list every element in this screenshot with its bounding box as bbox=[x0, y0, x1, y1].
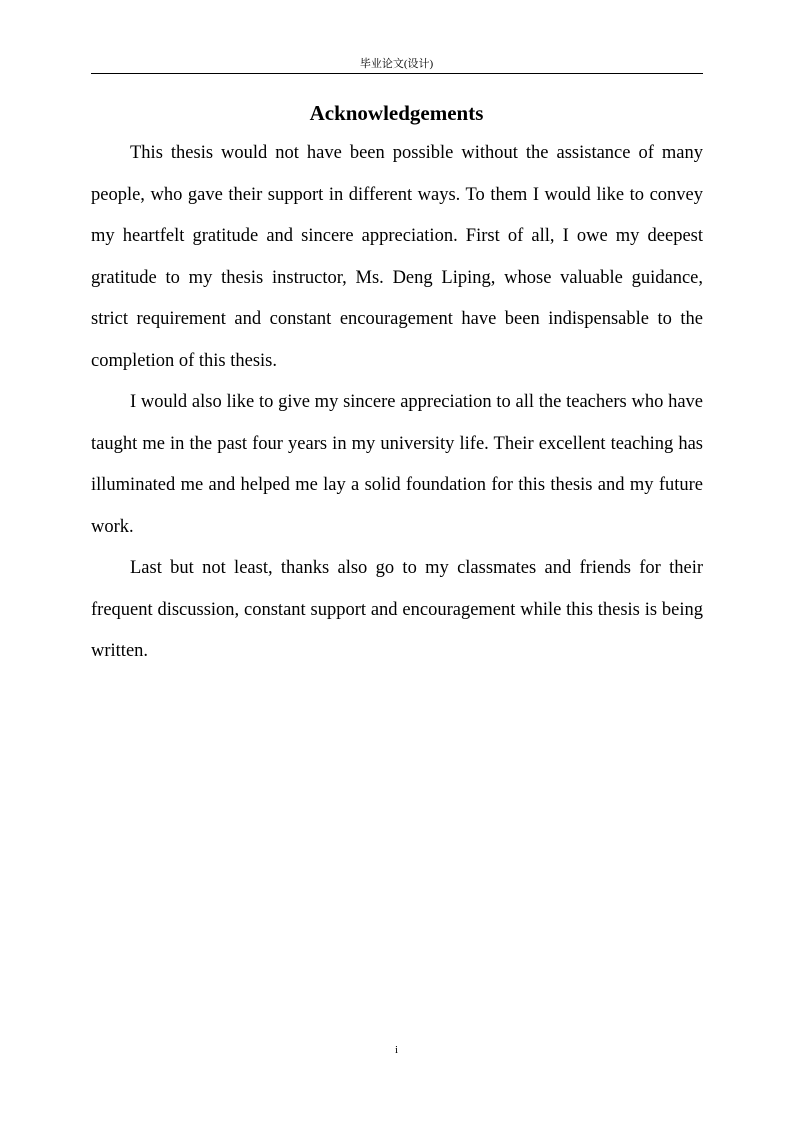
header-divider bbox=[91, 73, 703, 74]
body-text bbox=[91, 133, 703, 673]
page-title: Acknowledgements bbox=[309, 101, 484, 125]
page-header: 毕业论文(设计) bbox=[359, 58, 434, 70]
paragraph-3: Last but not least, thanks also go to my classmates and friends for their frequent discussion, constant support and encouragement while this thesis is being written. bbox=[91, 558, 703, 661]
paragraph-2: I would also like to give my sincere appreciation to all the teachers who have taught me in the past four years in my university life. Their excellent teaching has illuminated me and helped me lay a solid foundation for this thesis and my future work. bbox=[91, 392, 703, 537]
page-number: i bbox=[394, 1044, 399, 1056]
paragraph-1: This thesis would not have been possible without the assistance of many people, who gave their support in different ways. To them I would like to convey my heartfelt gratitude and sincere appreciation. First of all, I owe my deepest gratitude to my thesis instructor, Ms. Deng Liping, whose valuable guidance, strict requirement and constant encouragement have been indispensable to the completion of this thesis. bbox=[91, 143, 703, 371]
